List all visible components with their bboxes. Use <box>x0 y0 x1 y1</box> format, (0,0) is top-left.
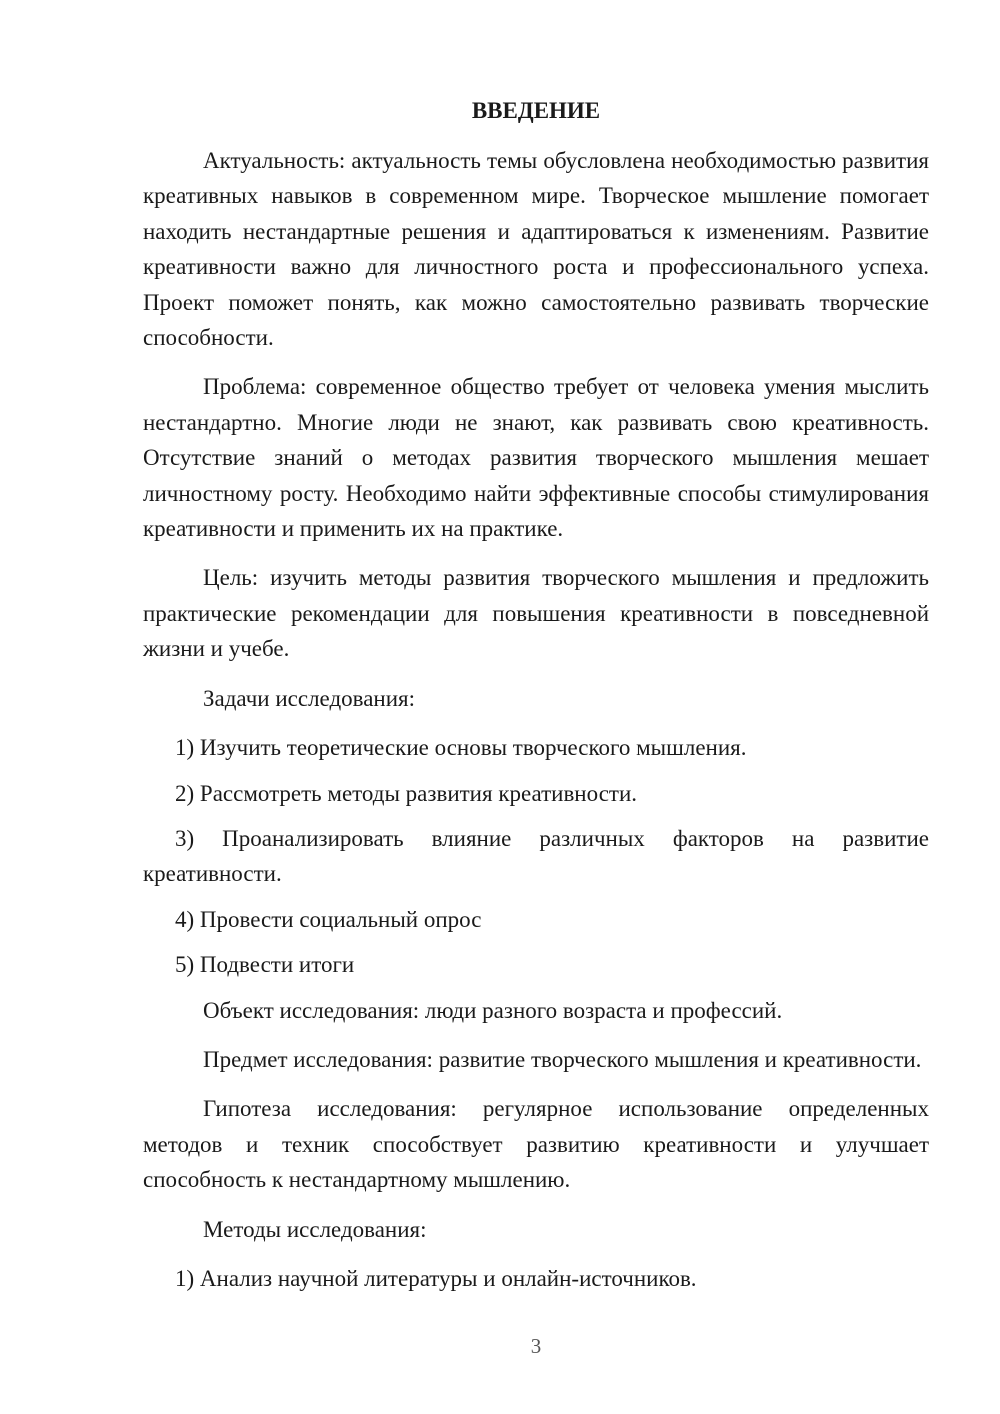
tasks-heading: Задачи исследования: <box>203 685 416 711</box>
methods-heading: Методы исследования: <box>203 1216 427 1242</box>
problem-paragraph: Проблема: современное общество требует от человека умения мыслить нестандартно. Многие люди не знают, как развивать свою креативность. Отсутствие знаний о методах развития творческого мышления мешает личностному росту. Необходимо найти эффективные способы стимулирования креативности и применить их на практике. <box>143 374 929 542</box>
task-item: 2) Рассмотреть методы развития креативности. <box>175 780 638 806</box>
goal-paragraph: Цель: изучить методы развития творческого мышления и предложить практические рекомендации для повышения креативности в повседневной жизни и учебе. <box>143 565 929 662</box>
method-item: 1) Анализ научной литературы и онлайн-источников. <box>175 1265 697 1291</box>
task-item: 3) Проанализировать влияние различных факторов на развитие креативности. <box>143 825 929 887</box>
page-title: ВВЕДЕНИЕ <box>471 98 601 123</box>
relevance-paragraph: Актуальность: актуальность темы обусловлена необходимостью развития креативных навыков в современном мире. Творческое мышление помогает находить нестандартные решения и адаптироваться к изменениям. Развитие креативности важно для личностного роста и профессионального успеха. Проект поможет понять, как можно самостоятельно развивать творческие способности. <box>143 148 929 351</box>
task-item: 4) Провести социальный опрос <box>175 906 482 932</box>
object-paragraph: Объект исследования: люди разного возраста и профессий. <box>203 997 783 1023</box>
page-number: 3 <box>530 1334 542 1358</box>
hypothesis-paragraph: Гипотеза исследования: регулярное использование определенных методов и техник способствует развитию креативности и улучшает способность к нестандартному мышлению. <box>143 1096 929 1193</box>
task-item: 1) Изучить теоретические основы творческого мышления. <box>175 735 747 761</box>
page-content <box>143 96 929 1306</box>
task-item: 5) Подвести итоги <box>175 952 355 978</box>
subject-paragraph: Предмет исследования: развитие творческого мышления и креативности. <box>203 1046 922 1072</box>
